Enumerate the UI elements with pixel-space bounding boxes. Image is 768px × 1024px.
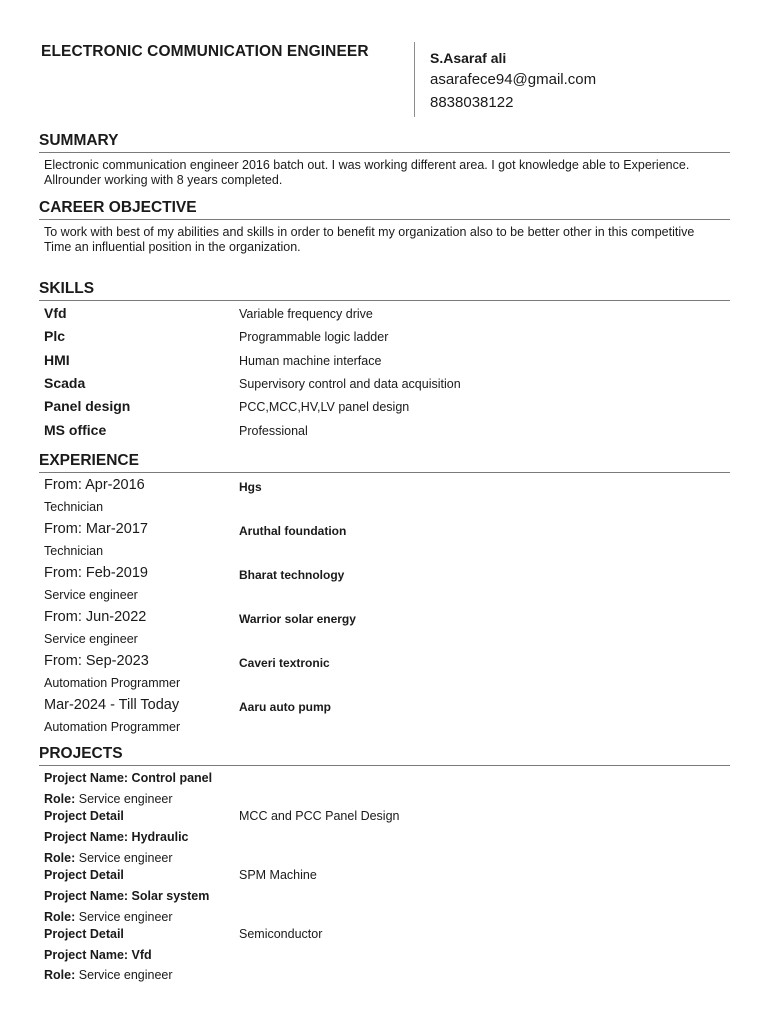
experience-company: Warrior solar energy [239, 612, 356, 626]
experience-company: Caveri textronic [239, 656, 330, 670]
skill-description: Supervisory control and data acquisition [239, 377, 461, 391]
skill-row [44, 375, 734, 397]
skill-row [44, 328, 734, 350]
skill-row [44, 398, 734, 420]
project-name-line [44, 830, 189, 844]
skill-name: Panel design [44, 398, 131, 414]
project-name: Solar system [131, 889, 210, 903]
summary-heading: SUMMARY [39, 131, 730, 153]
project-role: Service engineer [78, 910, 173, 924]
project-name-label: Project Name: [44, 948, 129, 962]
experience-date: From: Jun-2022 [44, 609, 147, 625]
project-name: Vfd [131, 948, 152, 962]
experience-role: Technician [44, 500, 104, 514]
skill-name: MS office [44, 422, 107, 438]
project-detail-line [44, 927, 124, 941]
skill-name: Plc [44, 328, 66, 344]
project-detail: SPM Machine [239, 868, 317, 882]
project-role-line [44, 968, 173, 982]
project-detail-label: Project Detail [44, 927, 124, 941]
email-text: asarafece94@gmail.com [430, 71, 597, 88]
skills-heading: SKILLS [39, 279, 730, 301]
project-role-label: Role: [44, 792, 76, 806]
skill-row [44, 422, 734, 444]
project-name-line [44, 889, 209, 903]
skill-name: HMI [44, 352, 70, 368]
projects-heading: PROJECTS [39, 744, 730, 766]
project-detail-label: Project Detail [44, 868, 124, 882]
project-role-line [44, 792, 173, 806]
project-detail-line [44, 809, 124, 823]
phone-text: 8838038122 [430, 94, 514, 111]
project-role: Service engineer [78, 792, 173, 806]
project-name-label: Project Name: [44, 771, 129, 785]
experience-company: Aruthal foundation [239, 524, 347, 538]
project-detail: Semiconductor [239, 927, 323, 941]
objective-text: To work with best of my abilities and skills in order to benefit my organization also to be better other in this competitive Time an influential position in the organization. [44, 225, 695, 254]
experience-role: Technician [44, 544, 104, 558]
skill-name: Vfd [44, 305, 67, 321]
project-name: Control panel [131, 771, 213, 785]
candidate-name: S.Asaraf ali [430, 50, 507, 66]
experience-date: From: Apr-2016 [44, 477, 145, 493]
job-title: ELECTRONIC COMMUNICATION ENGINEER [41, 43, 369, 60]
skill-description: PCC,MCC,HV,LV panel design [239, 400, 410, 414]
experience-role: Automation Programmer [44, 676, 181, 690]
project-role: Service engineer [78, 968, 173, 982]
project-name: Hydraulic [131, 830, 189, 844]
experience-company: Bharat technology [239, 568, 345, 582]
experience-role: Service engineer [44, 588, 138, 602]
skill-description: Professional [239, 424, 308, 438]
skill-row [44, 305, 734, 327]
project-role: Service engineer [78, 851, 173, 865]
experience-role: Service engineer [44, 632, 138, 646]
experience-company: Aaru auto pump [239, 700, 331, 714]
skill-name: Scada [44, 375, 86, 391]
summary-text: Electronic communication engineer 2016 batch out. I was working different area. I got knowledge able to Experience. Allrounder working with 8 years completed. [44, 158, 690, 187]
contact-block [430, 48, 596, 114]
project-detail-line [44, 868, 124, 882]
project-detail: MCC and PCC Panel Design [239, 809, 400, 823]
project-role-line [44, 851, 173, 865]
experience-date: From: Mar-2017 [44, 521, 148, 537]
experience-date: From: Sep-2023 [44, 653, 149, 669]
skill-row [44, 352, 734, 374]
objective-heading: CAREER OBJECTIVE [39, 198, 730, 220]
project-role-label: Role: [44, 968, 76, 982]
project-detail-label: Project Detail [44, 809, 124, 823]
skill-description: Human machine interface [239, 354, 382, 368]
experience-date: From: Feb-2019 [44, 565, 148, 581]
experience-role: Automation Programmer [44, 720, 181, 734]
project-role-label: Role: [44, 851, 76, 865]
project-role-label: Role: [44, 910, 76, 924]
project-name-line [44, 948, 152, 962]
experience-company: Hgs [239, 480, 262, 494]
header-divider [414, 42, 415, 117]
experience-heading: EXPERIENCE [39, 451, 730, 473]
experience-date: Mar-2024 - Till Today [44, 697, 180, 713]
skill-description: Variable frequency drive [239, 307, 373, 321]
project-name-label: Project Name: [44, 830, 129, 844]
project-name-label: Project Name: [44, 889, 129, 903]
skill-description: Programmable logic ladder [239, 330, 389, 344]
project-name-line [44, 771, 212, 785]
project-role-line [44, 910, 173, 924]
